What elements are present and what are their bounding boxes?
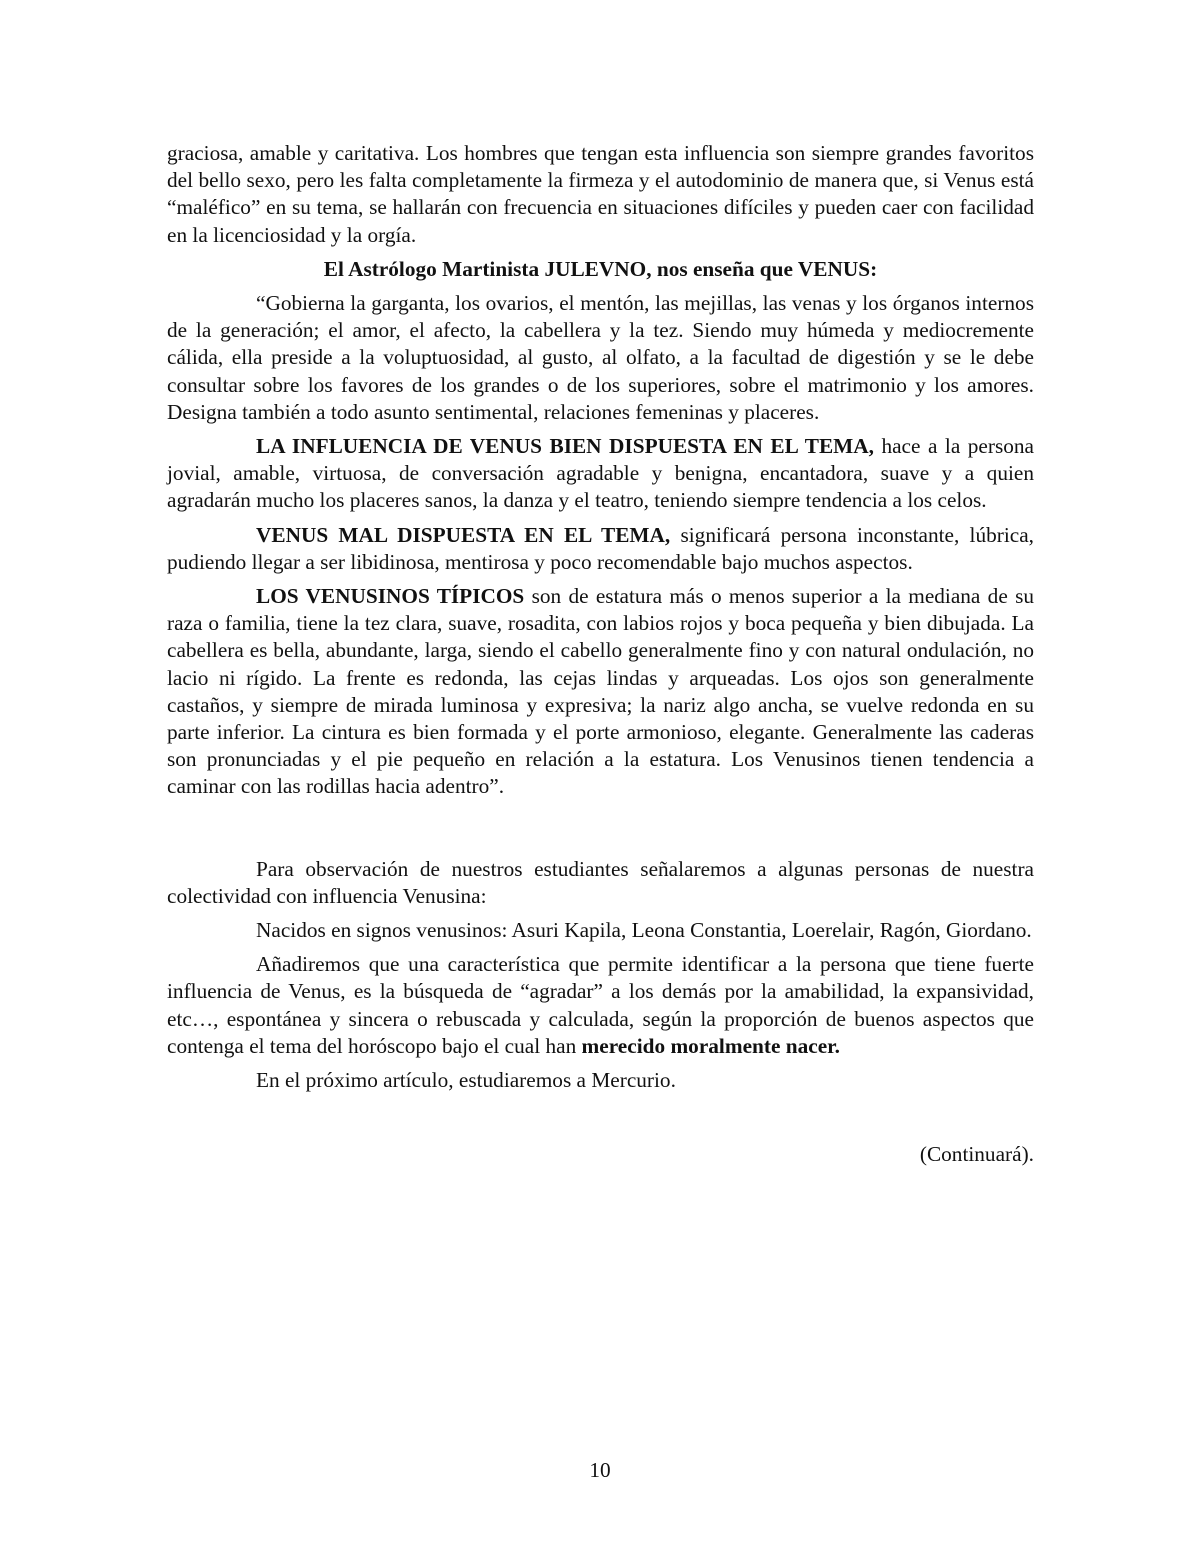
paragraph-text: hace a la persona jovial, amable, virtuosa, de conversación agradable y benigna, encantadora, suave y a quien agradarán mucho los placeres sanos, la danza y el teatro, teniendo siempre tendencia a los celos. <box>167 434 1034 513</box>
bold-lead: LOS VENUSINOS TÍPICOS <box>256 584 525 609</box>
bold-phrase: merecido moralmente nacer. <box>581 1033 840 1058</box>
spacer <box>167 808 1034 856</box>
paragraph-text: Añadiremos que una característica que permite identificar a la persona que tiene fuerte influencia de Venus, es la búsqueda de “agradar” a los demás por la amabilidad, la expansividad, etc…, espontánea y sincera o rebuscada y calculada, según la proporción de buenos aspectos que contenga el tema del horóscopo bajo el cual han <box>167 952 1034 1058</box>
paragraph-typical-venusians <box>167 583 1034 801</box>
paragraph-text: son de estatura más o menos superior a la mediana de su raza o familia, tiene la tez clara, suave, rosadita, con labios rojos y boca pequeña y bien dibujada. La cabellera es bella, abundante, larga, siendo el cabello generalmente fino y con natural ondulación, no lacio ni rígido. La frente es redonda, las cejas lindas y arqueadas. Los ojos son generalmente castaños, y siempre de mirada luminosa y expresiva; la nariz algo ancha, se vuelve redonda en su parte inferior. La cintura es bien formada y el porte armonioso, elegante. Generalmente las caderas son pronunciadas y el pie pequeño en relación a la estatura. Los Venusinos tienen tendencia a caminar con las rodillas hacia adentro”. <box>167 584 1035 799</box>
paragraph-characteristic <box>167 951 1034 1060</box>
continuation-note: (Continuará). <box>919 1142 1034 1167</box>
document-body <box>167 140 1034 1176</box>
paragraph-bad-influence <box>167 522 1034 576</box>
paragraph-text: significará persona inconstante, lúbrica, pudiendo llegar a ser libidinosa, mentirosa y poco recomendable bajo muchos aspectos. <box>167 522 1035 574</box>
bold-lead: VENUS MAL DISPUESTA EN EL TEMA, <box>256 522 671 547</box>
page-number: 10 <box>589 1458 611 1482</box>
spacer <box>167 1101 1034 1141</box>
section-heading: El Astrólogo Martinista JULEVNO, nos enseña que VENUS: <box>323 256 878 281</box>
paragraph-quote: “Gobierna la garganta, los ovarios, el mentón, las mejillas, las venas y los órganos internos de la generación; el amor, el afecto, la cabellera y la tez. Siendo muy húmeda y mediocremente cálida, ella preside a la voluptuosidad, al gusto, al olfato, a la facultad de digestión y se le debe consultar sobre los favores de los grandes o de los superiores, sobre el matrimonio y los amores. Designa también a todo asunto sentimental, relaciones femeninas y placeres. <box>167 291 1034 424</box>
paragraph-born-signs: Nacidos en signos venusinos: Asuri Kapila, Leona Constantia, Loerelair, Ragón, Giordano. <box>256 918 1032 943</box>
paragraph-next-article: En el próximo artículo, estudiaremos a Mercurio. <box>256 1068 676 1093</box>
paragraph-observation: Para observación de nuestros estudiantes señalaremos a algunas personas de nuestra colectividad con influencia Venusina: <box>167 856 1034 908</box>
paragraph-intro: graciosa, amable y caritativa. Los hombres que tengan esta influencia son siempre grandes favoritos del bello sexo, pero les falta completamente la firmeza y el autodominio de manera que, si Venus está “maléfico” en su tema, se hallarán con frecuencia en situaciones difíciles y pueden caer con facilidad en la licenciosidad y la orgía. <box>167 141 1034 247</box>
bold-lead: LA INFLUENCIA DE VENUS BIEN DISPUESTA EN EL TEMA, <box>256 434 874 459</box>
paragraph-good-influence <box>167 433 1034 515</box>
